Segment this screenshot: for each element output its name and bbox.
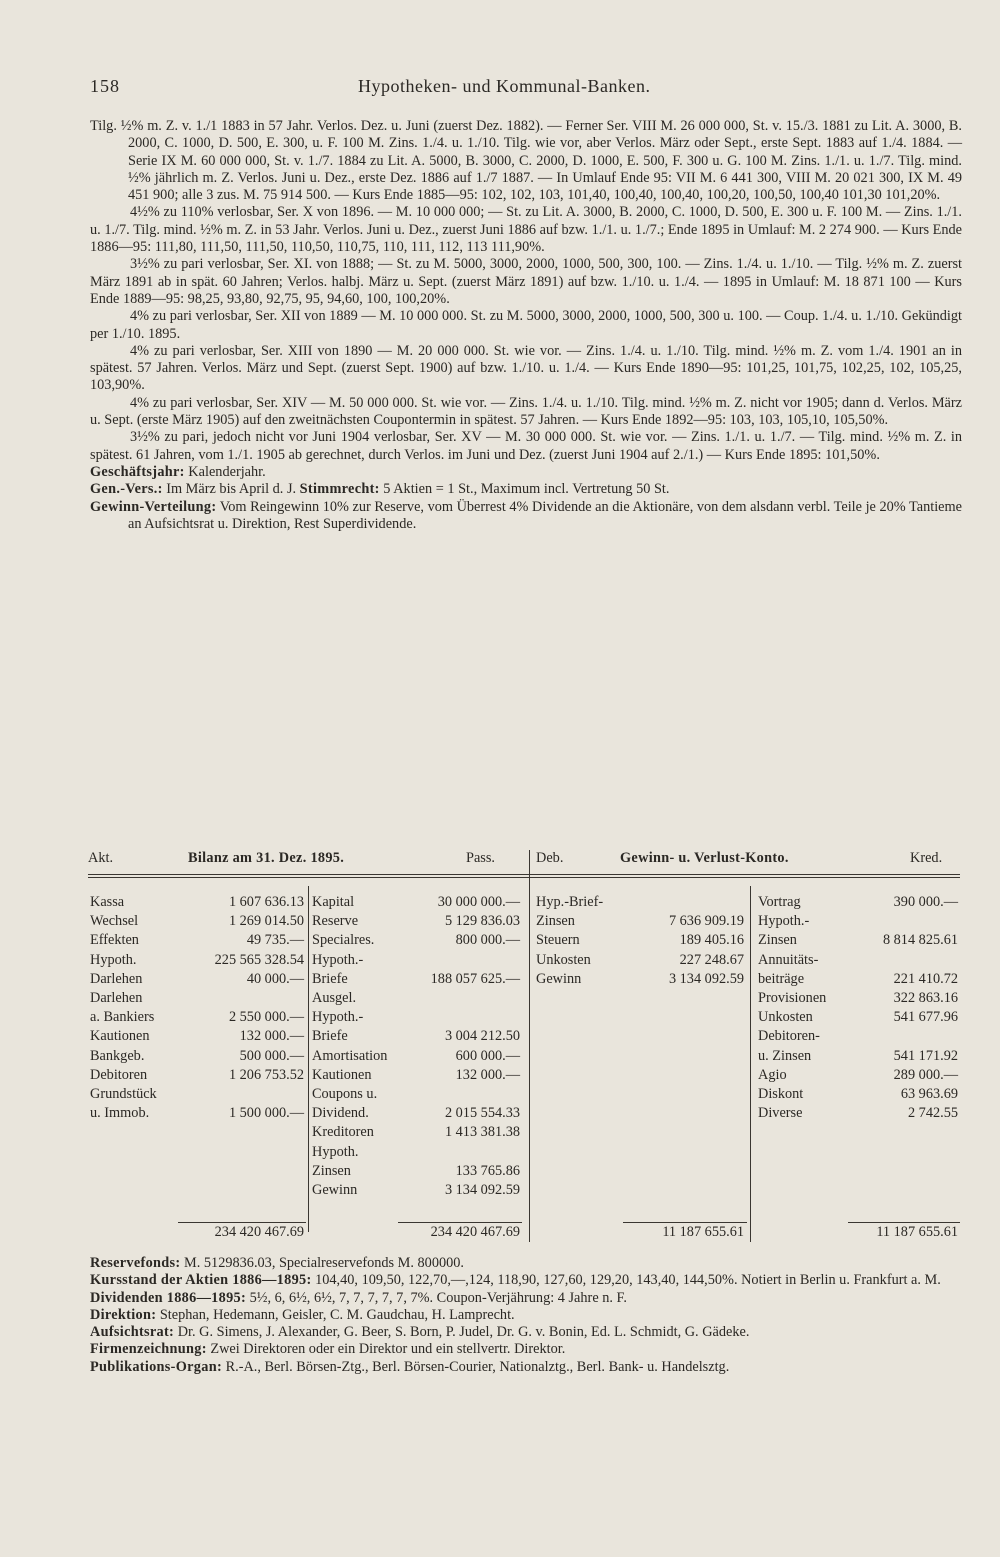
aktiva-row-value: 1 269 014.50 [228,913,304,930]
kredit-row-value: 221 410.72 [893,970,958,987]
fact-label: Stimmrecht: [299,481,380,498]
debet-row-value: 7 636 909.19 [668,913,744,930]
fact-text: 5 Aktien = 1 St., Maximum incl. Vertretung 50 St. [379,481,670,498]
kredit-row-label: Diskont [758,1086,804,1102]
passiva-row-label: Hypoth.- [312,1009,364,1026]
fact-text: Dr. G. Simens, J. Alexander, G. Beer, S. Born, P. Judel, Dr. G. v. Bonin, Ed. L. Schmidt, G. Gädeke. [174,1324,750,1341]
passiva-row-value: 3 134 092.59 [444,1182,520,1198]
debet-row-label: Steuern [536,932,580,949]
total-rule [623,1222,747,1223]
passiva-row-label: Kreditoren [312,1124,374,1141]
kredit-row-label: Zinsen [758,932,797,949]
fact-text: R.-A., Berl. Börsen-Ztg., Berl. Börsen-Courier, Nationalztg., Berl. Bank- u. Handelsztg. [222,1358,730,1375]
aktiva-row-value: 2 550 000.— [228,1009,304,1026]
aktiva-row-label: Bankgeb. [90,1047,145,1064]
paragraph: Tilg. ½% m. Z. v. 1./1 1883 in 57 Jahr. Verlos. Dez. u. Juni (zuerst Dez. 1882). — Ferner Ser. VIII M. 26 000 000, St. v. 15./3. 1881 zu Lit. A. 3000, B. 2000, C. 1000, D. 500, E. 300, u. F. 100 M. Zins. 1./4. u. 1./10. Tilg. wie vor, aber Verlos. März oder Sept., erste Sept. 1883 auf 1./4. 1884. — Serie IX M. 60 000 000, St. v. 1./7. 1884 zu Lit. A. 5000, B. 3000, C. 2000, D. 1000, E. 500, F. 300 u. G. 100 M. Zins. 1./1. u. 1./7. Tilg. mind. ½% jährlich m. Z. Verlos. Juni u. Dez., erste Dez. 1886 auf 1./7 1887. — In Umlauf Ende 95: VII M. 6 441 300, VIII M. 20 021 300, IX M. 49 451 900; alle 3 zus. M. 75 914 500. — Kurs Ende 1885—95: 102, 102, 103, 101,40, 100,40, 100,40, 100,20, 100,50, 100,40 101,30 101,20%. [90,118,962,204]
paragraph: 3½% zu pari, jedoch nicht vor Juni 1904 verlosbar, Ser. XV — M. 30 000 000. St. wie vor. — Zins. 1./1. u. 1./7. — Tilg. mind. ½% m. Z. in spätest. 61 Jahren, vom 1./1. 1905 ab gerechnet, durch Verlos. im Juni und Dez. (zuerst Juni 1904 auf 2./1.) — Kurs Ende 1895: 101,50%. [90,429,962,463]
aktiva-row-value: 1 206 753.52 [228,1066,304,1083]
passiva-row-label: Briefe [312,1028,348,1045]
fact-line [90,1359,962,1376]
footer-facts [90,1255,962,1376]
passiva-row-value: 5 129 836.03 [444,913,520,930]
aktiva-row-label: Wechsel [90,913,139,930]
fact-label: Kursstand der Aktien 1886—1895: [90,1272,312,1289]
passiva-row-label: Gewinn [312,1182,358,1198]
passiva-row-value: 3 004 212.50 [444,1028,520,1045]
fact-text: Zwei Direktoren oder ein Direktor und ein stellvertr. Direktor. [206,1341,566,1358]
passiva-row-value: 132 000.— [455,1066,520,1083]
guv-right-label: Kred. [910,850,943,866]
passiva-row-value: 2 015 554.33 [444,1105,520,1122]
table-rule-top [88,877,960,878]
passiva-row-label: Ausgel. [312,990,357,1006]
fact-line [90,1255,962,1272]
total-rule [178,1222,306,1223]
kredit-row-value: 63 963.69 [900,1086,958,1102]
kredit-row-label: Vortrag [758,894,801,910]
passiva-row-label: Kautionen [312,1066,372,1083]
fact-line [90,1324,962,1341]
table-rule-top [88,874,960,875]
debet-row-label: Gewinn [536,970,582,987]
kredit-row-value: 541 677.96 [893,1009,958,1026]
kredit-row-label: beiträge [758,970,805,987]
passiva-row-value: 600 000.— [455,1047,520,1064]
kredit-row-label: Diverse [758,1105,803,1122]
aktiva-row-label: Darlehen [90,970,143,987]
fact-text: M. 5129836.03, Specialreservefonds M. 800000. [180,1255,464,1271]
passiva-row-value: 133 765.86 [455,1162,520,1179]
debet-row-value: 227 248.67 [679,951,744,968]
bilanz-title: Bilanz am 31. Dez. 1895. [188,850,345,866]
kredit-row-label: Agio [758,1066,787,1083]
aktiva-row-label: Kassa [90,894,125,910]
passiva-row-label: Reserve [312,913,359,930]
table-divider [529,850,530,1242]
fact-text: Im März bis April d. J. [162,481,300,498]
fact-line [90,1272,962,1289]
bilanz-right-label: Pass. [466,850,495,866]
kredit-row-value: 289 000.— [893,1066,958,1083]
debet-row-value: 3 134 092.59 [668,970,744,987]
passiva-row-label: Kapital [312,894,355,910]
aktiva-row-label: Hypoth. [90,951,137,968]
aktiva-row-value: 1 607 636.13 [228,894,304,910]
aktiva-row-label: a. Bankiers [90,1009,155,1026]
fact-line [90,481,962,498]
fact-line [90,1290,962,1307]
paragraph: 4½% zu 110% verlosbar, Ser. X von 1896. — M. 10 000 000; — St. zu Lit. A. 3000, B. 2000, C. 1000, D. 500, E. 300 u. F. 100 M. — Zins. 1./1. u. 1./7. Tilg. mind. ½% m. Z. in 53 Jahr. Verlos. Juni u. Dez., zuerst Juni 1886 auf bzw. 1./1. u. 1./7.; Ende 1895 in Umlauf: M. 2 274 900. — Kurs Ende 1886—95: 111,80, 111,50, 111,50, 110,50, 110,75, 110, 111, 112, 113 111,90%. [90,204,962,256]
aktiva-row-value: 40 000.— [246,970,304,987]
fact-label: Direktion: [90,1306,157,1323]
passiva-row-label: Coupons u. [312,1086,378,1102]
passiva-row-label: Dividend. [312,1105,369,1122]
column-rule [308,886,309,1232]
passiva-row-value: 30 000 000.— [437,894,520,910]
guv-title: Gewinn- u. Verlust-Konto. [620,850,789,866]
aktiva-row-label: Debitoren [90,1066,148,1083]
paragraph: 3½% zu pari verlosbar, Ser. XI. von 1888; — St. zu M. 5000, 3000, 2000, 1000, 500, 300, 100. — Zins. 1./4. u. 1./10. — Tilg. ½% m. Z. zuerst März 1891 ab in spät. 60 Jahren; Verlos. halbj. März u. Sept. (zuerst März 1891) auf bzw. 1./10. u. 1./4. — 1895 in Umlauf: M. 18 871 100 — Kurs Ende 1889—95: 98,25, 93,80, 92,75, 95, 94,60, 100, 100,20%. [90,256,962,307]
passiva-row-value: 800 000.— [455,932,520,949]
body-text [90,118,962,533]
passiva-row-label: Hypoth. [312,1143,359,1160]
passiva-row-label: Specialres. [312,932,375,949]
aktiva-row-label: Kautionen [90,1028,150,1045]
paragraph: 4% zu pari verlosbar, Ser. XII von 1889 — M. 10 000 000. St. zu M. 5000, 3000, 2000, 1000, 500, 300 u. 100. — Coup. 1./4. u. 1./10. Gekündigt per 1./10. 1895. [90,308,962,342]
aktiva-row-label: Effekten [90,932,139,949]
guv-total-debet: 11 187 655.61 [662,1224,744,1240]
column-rule [750,886,751,1242]
guv-total-kredit: 11 187 655.61 [876,1224,958,1240]
fact-label: Publikations-Organ: [90,1358,223,1375]
fact-text: Vom Reingewinn 10% zur Reserve, vom Überrest 4% Dividende an die Aktionäre, von dem alsdann verbl. Teile je 20% Tantieme an Aufsichtsrat u. Direktion, Rest Superdividende. [128,498,962,532]
fact-label: Dividenden 1886—1895: [90,1289,247,1306]
page-number: 158 [90,76,120,96]
debet-row-value: 189 405.16 [679,932,744,949]
fact-text: Stephan, Hedemann, Geisler, C. M. Gaudchau, H. Lamprecht. [156,1306,515,1323]
kredit-row-label: Debitoren- [758,1028,820,1045]
passiva-row-value: 1 413 381.38 [444,1124,520,1141]
kredit-row-label: Hypoth.- [758,913,810,930]
guv-left-label: Deb. [536,850,564,866]
aktiva-row-label: Grundstück [90,1086,157,1102]
aktiva-row-label: Darlehen [90,990,143,1006]
fact-label: Firmenzeichnung: [90,1341,207,1358]
page-header [90,76,960,100]
fact-label: Gen.-Vers.: [90,481,163,498]
fact-line [90,499,962,534]
kredit-row-label: u. Zinsen [758,1047,812,1064]
kredit-row-label: Annuitäts- [758,951,819,968]
kredit-row-value: 390 000.— [893,894,958,910]
passiva-row-label: Zinsen [312,1162,351,1179]
passiva-row-value: 188 057 625.— [430,970,520,987]
fact-label: Gewinn-Verteilung: [90,498,217,515]
kredit-row-label: Unkosten [758,1009,813,1026]
aktiva-row-value: 1 500 000.— [228,1105,304,1122]
bilanz-left-label: Akt. [88,850,114,866]
fact-line [90,1341,962,1358]
total-rule [398,1222,522,1223]
fact-label: Aufsichtsrat: [90,1324,175,1341]
bilanz-total-passiva: 234 420 467.69 [430,1224,520,1240]
passiva-row-label: Amortisation [312,1047,388,1064]
fact-label: Geschäftsjahr: [90,463,185,480]
passiva-row-label: Hypoth.- [312,951,364,968]
kredit-row-label: Provisionen [758,990,827,1006]
kredit-row-value: 322 863.16 [893,990,958,1006]
debet-row-label: Unkosten [536,951,591,968]
paragraph: 4% zu pari verlosbar, Ser. XIII von 1890 — M. 20 000 000. St. wie vor. — Zins. 1./4. u. 1./10. Tilg. mind. ½% m. Z. vom 1./4. 1901 an in spätest. 57 Jahren. Verlos. März und Sept. (zuerst Sept. 1900) auf bzw. 1./10. u. 1./4. — Kurs Ende 1890—95: 101,25, 101,75, 102,25, 102, 105,25, 103,90%. [90,342,962,394]
debet-row-label: Hyp.-Brief- [536,894,604,910]
aktiva-row-value: 225 565 328.54 [214,951,304,968]
debet-row-label: Zinsen [536,913,575,930]
fact-line [90,464,962,481]
kredit-row-value: 8 814 825.61 [882,932,958,949]
aktiva-row-value: 500 000.— [239,1047,304,1064]
fact-text: 5½, 6, 6½, 6½, 7, 7, 7, 7, 7, 7%. Coupon-Verjährung: 4 Jahre n. F. [246,1289,627,1306]
aktiva-row-label: u. Immob. [90,1105,150,1122]
financial-tables [88,850,960,1250]
fact-text: 104,40, 109,50, 122,70,—,124, 118,90, 127,60, 129,20, 143,40, 144,50%. Notiert in Berlin u. Frankfurt a. M. [311,1272,941,1289]
running-title: Hypotheken- und Kommunal-Banken. [358,76,651,96]
paragraph: 4% zu pari verlosbar, Ser. XIV — M. 50 000 000. St. wie vor. — Zins. 1./4. u. 1./10. Tilg. mind. ½% m. Z. nicht vor 1905; dann d. Verlos. März u. Sept. (erste März 1905) auf den zweitnächsten Coupontermin in spätest. 57 Jahren. — Kurs Ende 1892—95: 103, 103, 105,10, 105,50%. [90,394,962,429]
total-rule [848,1222,960,1223]
fact-label: Reservefonds: [90,1255,181,1271]
aktiva-row-value: 132 000.— [239,1028,304,1045]
passiva-row-label: Briefe [312,970,348,987]
kredit-row-value: 541 171.92 [893,1047,958,1064]
bilanz-total-aktiva: 234 420 467.69 [214,1224,304,1240]
fact-text: Kalenderjahr. [184,463,266,480]
kredit-row-value: 2 742.55 [907,1105,958,1122]
fact-line [90,1307,962,1324]
aktiva-row-value: 49 735.— [246,932,304,949]
